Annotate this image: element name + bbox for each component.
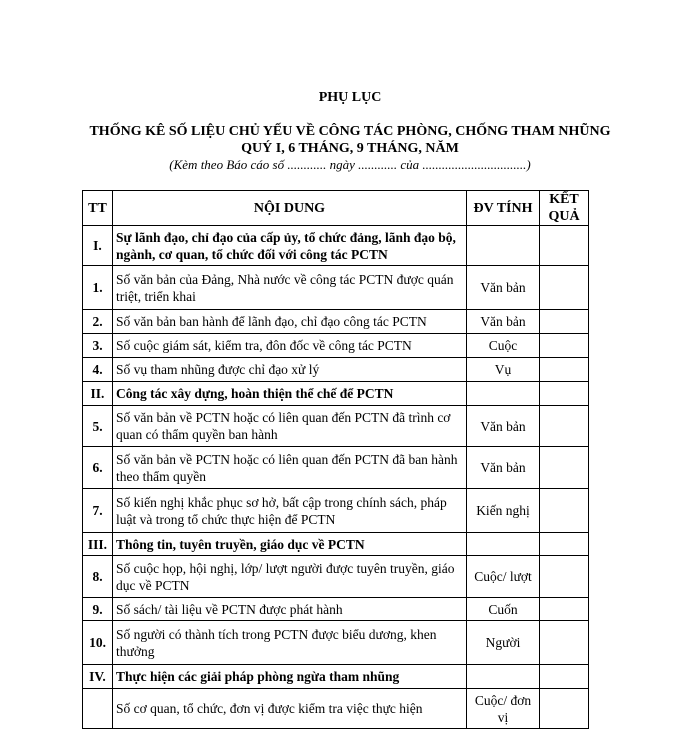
row-content: Số sách/ tài liệu về PCTN được phát hành: [113, 598, 467, 621]
row-result: [540, 621, 589, 665]
document-subtitle-line2: QUÝ I, 6 THÁNG, 9 THÁNG, NĂM: [241, 141, 459, 156]
row-number: 6.: [83, 447, 113, 489]
row-number: 5.: [83, 406, 113, 447]
row-result: [540, 689, 589, 729]
table-row: [83, 689, 589, 729]
row-content: Thực hiện các giải pháp phòng ngừa tham nhũng: [113, 665, 467, 689]
row-unit: Người: [467, 621, 540, 665]
section-row: [83, 226, 589, 266]
table-row: [83, 556, 589, 598]
table-header-row: [83, 191, 589, 226]
row-result: [540, 533, 589, 556]
row-number: 9.: [83, 598, 113, 621]
row-unit: [467, 226, 540, 266]
row-unit: [467, 382, 540, 406]
row-content: Sự lãnh đạo, chỉ đạo của cấp ủy, tổ chức đảng, lãnh đạo bộ, ngành, cơ quan, tổ chức đối với công tác PCTN: [113, 226, 467, 266]
statistics-table: [82, 190, 589, 729]
row-content: Số văn bản về PCTN hoặc có liên quan đến PCTN đã trình cơ quan có thẩm quyền ban hành: [113, 406, 467, 447]
row-unit: [467, 665, 540, 689]
row-unit: Văn bản: [467, 447, 540, 489]
row-content: Số vụ tham nhũng được chỉ đạo xử lý: [113, 358, 467, 382]
row-number: [83, 689, 113, 729]
row-result: [540, 266, 589, 310]
row-content: Số cuộc giám sát, kiểm tra, đôn đốc về công tác PCTN: [113, 334, 467, 358]
table-row: [83, 598, 589, 621]
row-result: [540, 226, 589, 266]
row-number: 4.: [83, 358, 113, 382]
row-result: [540, 334, 589, 358]
table-row: [83, 310, 589, 334]
row-number: 3.: [83, 334, 113, 358]
table-row: [83, 266, 589, 310]
row-unit: Cuộc: [467, 334, 540, 358]
header-content: NỘI DUNG: [113, 191, 467, 226]
row-unit: Văn bản: [467, 310, 540, 334]
row-number: IV.: [83, 665, 113, 689]
row-content: Số kiến nghị khắc phục sơ hở, bất cập trong chính sách, pháp luật và trong tổ chức thực hiện để PCTN: [113, 489, 467, 533]
row-unit: Vụ: [467, 358, 540, 382]
row-number: I.: [83, 226, 113, 266]
table-row: [83, 334, 589, 358]
document-subtitle-line1: THỐNG KÊ SỐ LIỆU CHỦ YẾU VỀ CÔNG TÁC PHÒNG, CHỐNG THAM NHŨNG: [89, 124, 611, 139]
table-row: [83, 406, 589, 447]
row-content: Thông tin, tuyên truyền, giáo dục về PCTN: [113, 533, 467, 556]
row-result: [540, 489, 589, 533]
row-number: II.: [83, 382, 113, 406]
document-title: PHỤ LỤC: [318, 90, 382, 105]
row-result: [540, 447, 589, 489]
row-unit: Cuộc/ lượt: [467, 556, 540, 598]
row-result: [540, 406, 589, 447]
row-unit: Cuốn: [467, 598, 540, 621]
header-result: KẾT QUẢ: [540, 191, 589, 226]
row-content: Số văn bản về PCTN hoặc có liên quan đến PCTN đã ban hành theo thẩm quyền: [113, 447, 467, 489]
table-row: [83, 447, 589, 489]
row-result: [540, 310, 589, 334]
section-row: [83, 382, 589, 406]
row-content: Số cơ quan, tổ chức, đơn vị được kiểm tra việc thực hiện: [113, 689, 467, 729]
row-content: Số cuộc họp, hội nghị, lớp/ lượt người được tuyên truyền, giáo dục về PCTN: [113, 556, 467, 598]
row-unit: Văn bản: [467, 406, 540, 447]
header-tt: TT: [83, 191, 113, 226]
row-result: [540, 556, 589, 598]
table-row: [83, 358, 589, 382]
row-content: Công tác xây dựng, hoàn thiện thể chế để PCTN: [113, 382, 467, 406]
row-result: [540, 598, 589, 621]
row-unit: Kiến nghị: [467, 489, 540, 533]
row-number: III.: [83, 533, 113, 556]
row-unit: Văn bản: [467, 266, 540, 310]
document-note: (Kèm theo Báo cáo số ............ ngày ............ của ................................): [169, 157, 531, 172]
section-row: [83, 533, 589, 556]
row-number: 1.: [83, 266, 113, 310]
section-row: [83, 665, 589, 689]
table-body: [83, 226, 589, 729]
row-number: 10.: [83, 621, 113, 665]
row-unit: Cuộc/ đơn vị: [467, 689, 540, 729]
row-content: Số văn bản ban hành để lãnh đạo, chỉ đạo công tác PCTN: [113, 310, 467, 334]
row-number: 8.: [83, 556, 113, 598]
row-content: Số người có thành tích trong PCTN được biểu dương, khen thưởng: [113, 621, 467, 665]
row-content: Số văn bản của Đảng, Nhà nước về công tác PCTN được quán triệt, triển khai: [113, 266, 467, 310]
row-result: [540, 382, 589, 406]
row-number: 7.: [83, 489, 113, 533]
row-number: 2.: [83, 310, 113, 334]
row-result: [540, 358, 589, 382]
table-row: [83, 621, 589, 665]
row-result: [540, 665, 589, 689]
table-row: [83, 489, 589, 533]
header-unit: ĐV TÍNH: [467, 191, 540, 226]
row-unit: [467, 533, 540, 556]
